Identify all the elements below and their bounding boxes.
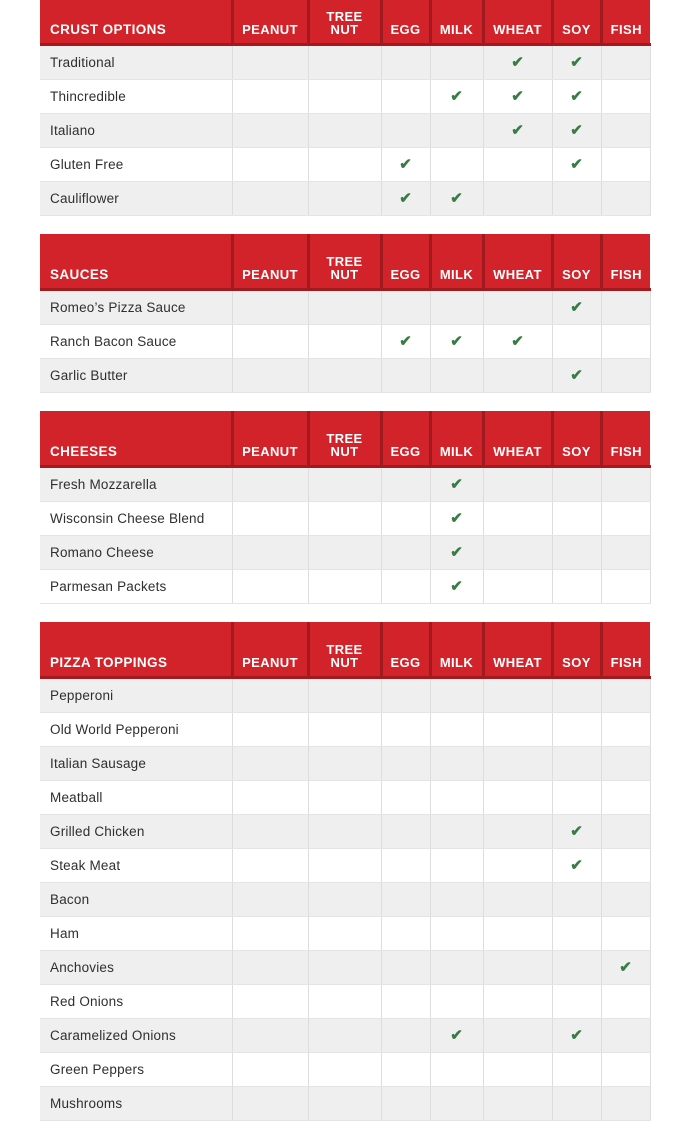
allergen-cell-tree-nut xyxy=(308,678,381,713)
check-icon: ✔ xyxy=(399,332,412,350)
allergen-cell-soy xyxy=(552,747,601,781)
allergen-cell-wheat xyxy=(483,45,552,80)
allergen-cell-wheat xyxy=(483,849,552,883)
allergen-cell-wheat xyxy=(483,359,552,393)
allergen-table-pizza-toppings xyxy=(40,622,651,1121)
allergen-cell-tree-nut xyxy=(308,849,381,883)
allergen-cell-tree-nut xyxy=(308,815,381,849)
table-title: CHEESES xyxy=(40,411,232,467)
allergen-cell-tree-nut xyxy=(308,570,381,604)
allergen-cell-fish xyxy=(601,1053,650,1087)
allergen-cell-milk xyxy=(430,815,483,849)
table-title: PIZZA TOPPINGS xyxy=(40,622,232,678)
allergen-cell-peanut xyxy=(232,1087,308,1121)
allergen-cell-soy xyxy=(552,536,601,570)
row-label: Meatball xyxy=(40,781,232,815)
allergen-cell-peanut xyxy=(232,1053,308,1087)
row-label: Caramelized Onions xyxy=(40,1019,232,1053)
table-row xyxy=(40,182,650,216)
allergen-cell-milk xyxy=(430,747,483,781)
allergen-cell-fish xyxy=(601,985,650,1019)
row-label: Steak Meat xyxy=(40,849,232,883)
table-row xyxy=(40,570,650,604)
check-icon: ✔ xyxy=(450,1026,463,1044)
allergen-cell-egg xyxy=(381,290,430,325)
allergen-cell-soy xyxy=(552,1087,601,1121)
row-label: Red Onions xyxy=(40,985,232,1019)
allergen-cell-wheat xyxy=(483,1053,552,1087)
column-header-fish: FISH xyxy=(601,0,650,45)
allergen-cell-peanut xyxy=(232,678,308,713)
table-row xyxy=(40,80,650,114)
table-row xyxy=(40,148,650,182)
allergen-cell-wheat xyxy=(483,148,552,182)
allergen-cell-tree-nut xyxy=(308,985,381,1019)
table-row xyxy=(40,849,650,883)
row-label: Traditional xyxy=(40,45,232,80)
allergen-cell-fish xyxy=(601,45,650,80)
row-label: Romeo’s Pizza Sauce xyxy=(40,290,232,325)
allergen-cell-soy xyxy=(552,467,601,502)
allergen-cell-milk xyxy=(430,45,483,80)
allergen-cell-milk xyxy=(430,359,483,393)
allergen-cell-milk xyxy=(430,570,483,604)
allergen-cell-milk xyxy=(430,781,483,815)
column-header-fish: FISH xyxy=(601,411,650,467)
allergen-cell-peanut xyxy=(232,148,308,182)
allergen-cell-peanut xyxy=(232,114,308,148)
allergen-cell-wheat xyxy=(483,781,552,815)
allergen-cell-egg xyxy=(381,114,430,148)
allergen-cell-tree-nut xyxy=(308,713,381,747)
allergen-cell-soy xyxy=(552,148,601,182)
allergen-cell-soy xyxy=(552,678,601,713)
allergen-cell-egg xyxy=(381,467,430,502)
column-header-peanut: PEANUT xyxy=(232,622,308,678)
allergen-cell-milk xyxy=(430,502,483,536)
table-title: CRUST OPTIONS xyxy=(40,0,232,45)
allergen-cell-fish xyxy=(601,781,650,815)
allergen-cell-soy xyxy=(552,570,601,604)
check-icon: ✔ xyxy=(511,121,524,139)
allergen-cell-wheat xyxy=(483,713,552,747)
row-label: Ham xyxy=(40,917,232,951)
allergen-cell-egg xyxy=(381,182,430,216)
allergen-cell-fish xyxy=(601,713,650,747)
allergen-table-crust-options xyxy=(40,0,651,216)
allergen-cell-wheat xyxy=(483,114,552,148)
table-row xyxy=(40,985,650,1019)
allergen-cell-milk xyxy=(430,467,483,502)
allergen-cell-peanut xyxy=(232,536,308,570)
allergen-cell-peanut xyxy=(232,570,308,604)
table-row xyxy=(40,114,650,148)
allergen-cell-wheat xyxy=(483,325,552,359)
allergen-cell-fish xyxy=(601,849,650,883)
column-header-wheat: WHEAT xyxy=(483,622,552,678)
column-header-milk: MILK xyxy=(430,622,483,678)
allergen-cell-wheat xyxy=(483,747,552,781)
allergen-cell-fish xyxy=(601,290,650,325)
allergen-cell-fish xyxy=(601,80,650,114)
allergen-cell-milk xyxy=(430,1019,483,1053)
allergen-cell-peanut xyxy=(232,467,308,502)
allergen-cell-tree-nut xyxy=(308,536,381,570)
allergen-cell-peanut xyxy=(232,747,308,781)
check-icon: ✔ xyxy=(511,332,524,350)
table-row xyxy=(40,781,650,815)
allergen-cell-fish xyxy=(601,570,650,604)
allergen-cell-egg xyxy=(381,148,430,182)
allergen-cell-egg xyxy=(381,985,430,1019)
check-icon: ✔ xyxy=(450,87,463,105)
column-header-egg: EGG xyxy=(381,411,430,467)
check-icon: ✔ xyxy=(511,53,524,71)
allergen-cell-egg xyxy=(381,815,430,849)
allergen-cell-egg xyxy=(381,951,430,985)
allergen-cell-soy xyxy=(552,781,601,815)
allergen-cell-peanut xyxy=(232,182,308,216)
allergen-cell-egg xyxy=(381,917,430,951)
allergen-cell-soy xyxy=(552,290,601,325)
check-icon: ✔ xyxy=(450,543,463,561)
row-label: Ranch Bacon Sauce xyxy=(40,325,232,359)
allergen-cell-soy xyxy=(552,1053,601,1087)
allergen-cell-fish xyxy=(601,502,650,536)
table-row xyxy=(40,883,650,917)
allergen-cell-egg xyxy=(381,359,430,393)
row-label: Cauliflower xyxy=(40,182,232,216)
check-icon: ✔ xyxy=(570,53,583,71)
allergen-cell-egg xyxy=(381,1019,430,1053)
table-row xyxy=(40,536,650,570)
check-icon: ✔ xyxy=(450,332,463,350)
allergen-cell-egg xyxy=(381,570,430,604)
allergen-cell-soy xyxy=(552,951,601,985)
allergen-cell-wheat xyxy=(483,1087,552,1121)
column-header-peanut: PEANUT xyxy=(232,234,308,290)
allergen-cell-fish xyxy=(601,815,650,849)
allergen-cell-milk xyxy=(430,325,483,359)
allergen-cell-tree-nut xyxy=(308,80,381,114)
allergen-cell-egg xyxy=(381,713,430,747)
check-icon: ✔ xyxy=(570,822,583,840)
check-icon: ✔ xyxy=(619,958,632,976)
table-row xyxy=(40,325,650,359)
allergen-cell-milk xyxy=(430,883,483,917)
allergen-cell-tree-nut xyxy=(308,148,381,182)
check-icon: ✔ xyxy=(570,87,583,105)
allergen-cell-fish xyxy=(601,747,650,781)
allergen-cell-milk xyxy=(430,148,483,182)
header-row xyxy=(40,622,650,678)
header-row xyxy=(40,234,650,290)
allergen-cell-egg xyxy=(381,80,430,114)
allergen-cell-egg xyxy=(381,883,430,917)
allergen-cell-milk xyxy=(430,80,483,114)
column-header-soy: SOY xyxy=(552,411,601,467)
allergen-table-sauces xyxy=(40,234,651,393)
column-header-milk: MILK xyxy=(430,0,483,45)
check-icon: ✔ xyxy=(570,1026,583,1044)
check-icon: ✔ xyxy=(511,87,524,105)
allergen-cell-wheat xyxy=(483,1019,552,1053)
allergen-cell-wheat xyxy=(483,985,552,1019)
allergen-cell-peanut xyxy=(232,1019,308,1053)
allergen-cell-fish xyxy=(601,951,650,985)
column-header-tree-nut: TREE NUT xyxy=(308,0,381,45)
allergen-cell-fish xyxy=(601,536,650,570)
allergen-cell-milk xyxy=(430,114,483,148)
tables-container xyxy=(40,0,650,1121)
allergen-cell-wheat xyxy=(483,502,552,536)
column-header-soy: SOY xyxy=(552,234,601,290)
allergen-cell-peanut xyxy=(232,45,308,80)
allergen-cell-egg xyxy=(381,325,430,359)
allergen-cell-egg xyxy=(381,502,430,536)
column-header-peanut: PEANUT xyxy=(232,411,308,467)
allergen-cell-wheat xyxy=(483,570,552,604)
allergen-cell-peanut xyxy=(232,502,308,536)
allergen-cell-fish xyxy=(601,359,650,393)
allergen-cell-soy xyxy=(552,114,601,148)
column-header-fish: FISH xyxy=(601,622,650,678)
table-row xyxy=(40,1053,650,1087)
allergen-cell-tree-nut xyxy=(308,883,381,917)
allergen-cell-egg xyxy=(381,1087,430,1121)
allergen-cell-fish xyxy=(601,325,650,359)
column-header-soy: SOY xyxy=(552,0,601,45)
allergen-cell-wheat xyxy=(483,536,552,570)
allergen-cell-tree-nut xyxy=(308,781,381,815)
allergen-cell-milk xyxy=(430,713,483,747)
allergen-cell-milk xyxy=(430,985,483,1019)
allergen-cell-tree-nut xyxy=(308,502,381,536)
row-label: Pepperoni xyxy=(40,678,232,713)
table-row xyxy=(40,290,650,325)
check-icon: ✔ xyxy=(570,856,583,874)
table-row xyxy=(40,815,650,849)
allergen-cell-egg xyxy=(381,849,430,883)
column-header-wheat: WHEAT xyxy=(483,411,552,467)
allergen-cell-tree-nut xyxy=(308,290,381,325)
allergen-cell-peanut xyxy=(232,883,308,917)
row-label: Parmesan Packets xyxy=(40,570,232,604)
row-label: Green Peppers xyxy=(40,1053,232,1087)
allergen-cell-egg xyxy=(381,678,430,713)
allergen-cell-soy xyxy=(552,325,601,359)
allergen-cell-peanut xyxy=(232,781,308,815)
column-header-egg: EGG xyxy=(381,622,430,678)
allergen-cell-milk xyxy=(430,1087,483,1121)
allergen-cell-fish xyxy=(601,467,650,502)
header-row xyxy=(40,0,650,45)
allergen-cell-tree-nut xyxy=(308,325,381,359)
table-row xyxy=(40,951,650,985)
allergen-cell-soy xyxy=(552,883,601,917)
allergen-cell-wheat xyxy=(483,917,552,951)
check-icon: ✔ xyxy=(570,121,583,139)
allergen-cell-tree-nut xyxy=(308,1053,381,1087)
allergen-table-cheeses xyxy=(40,411,651,604)
check-icon: ✔ xyxy=(450,509,463,527)
allergen-cell-tree-nut xyxy=(308,359,381,393)
allergen-cell-tree-nut xyxy=(308,114,381,148)
row-label: Thincredible xyxy=(40,80,232,114)
allergen-cell-wheat xyxy=(483,467,552,502)
column-header-fish: FISH xyxy=(601,234,650,290)
allergen-cell-egg xyxy=(381,747,430,781)
allergen-cell-tree-nut xyxy=(308,1087,381,1121)
check-icon: ✔ xyxy=(450,475,463,493)
row-label: Anchovies xyxy=(40,951,232,985)
row-label: Fresh Mozzarella xyxy=(40,467,232,502)
allergen-cell-peanut xyxy=(232,713,308,747)
row-label: Italiano xyxy=(40,114,232,148)
check-icon: ✔ xyxy=(450,577,463,595)
allergen-cell-milk xyxy=(430,1053,483,1087)
column-header-egg: EGG xyxy=(381,234,430,290)
allergen-cell-wheat xyxy=(483,815,552,849)
allergen-cell-tree-nut xyxy=(308,917,381,951)
allergen-cell-soy xyxy=(552,502,601,536)
allergen-cell-tree-nut xyxy=(308,45,381,80)
allergen-cell-wheat xyxy=(483,883,552,917)
allergen-cell-peanut xyxy=(232,290,308,325)
allergen-cell-soy xyxy=(552,917,601,951)
row-label: Old World Pepperoni xyxy=(40,713,232,747)
allergen-cell-peanut xyxy=(232,325,308,359)
allergen-cell-fish xyxy=(601,678,650,713)
table-row xyxy=(40,917,650,951)
allergen-cell-milk xyxy=(430,182,483,216)
allergen-cell-fish xyxy=(601,917,650,951)
row-label: Grilled Chicken xyxy=(40,815,232,849)
allergen-cell-wheat xyxy=(483,951,552,985)
table-row xyxy=(40,678,650,713)
allergen-cell-peanut xyxy=(232,849,308,883)
allergen-cell-soy xyxy=(552,713,601,747)
table-row xyxy=(40,747,650,781)
check-icon: ✔ xyxy=(399,155,412,173)
allergen-cell-soy xyxy=(552,359,601,393)
allergen-cell-peanut xyxy=(232,985,308,1019)
allergen-cell-fish xyxy=(601,182,650,216)
column-header-milk: MILK xyxy=(430,411,483,467)
allergen-cell-peanut xyxy=(232,815,308,849)
allergen-cell-soy xyxy=(552,182,601,216)
table-title: SAUCES xyxy=(40,234,232,290)
allergen-cell-tree-nut xyxy=(308,1019,381,1053)
column-header-tree-nut: TREE NUT xyxy=(308,234,381,290)
allergen-cell-tree-nut xyxy=(308,467,381,502)
column-header-egg: EGG xyxy=(381,0,430,45)
column-header-milk: MILK xyxy=(430,234,483,290)
allergen-cell-milk xyxy=(430,917,483,951)
allergen-cell-milk xyxy=(430,951,483,985)
table-row xyxy=(40,359,650,393)
allergen-cell-egg xyxy=(381,781,430,815)
column-header-tree-nut: TREE NUT xyxy=(308,411,381,467)
check-icon: ✔ xyxy=(570,298,583,316)
allergen-cell-peanut xyxy=(232,917,308,951)
table-row xyxy=(40,467,650,502)
row-label: Gluten Free xyxy=(40,148,232,182)
allergen-cell-soy xyxy=(552,849,601,883)
allergen-cell-wheat xyxy=(483,678,552,713)
allergen-cell-peanut xyxy=(232,951,308,985)
header-row xyxy=(40,411,650,467)
table-row xyxy=(40,45,650,80)
row-label: Romano Cheese xyxy=(40,536,232,570)
allergen-cell-fish xyxy=(601,1087,650,1121)
row-label: Bacon xyxy=(40,883,232,917)
row-label: Italian Sausage xyxy=(40,747,232,781)
allergen-cell-milk xyxy=(430,290,483,325)
row-label: Garlic Butter xyxy=(40,359,232,393)
allergen-cell-wheat xyxy=(483,290,552,325)
allergen-cell-milk xyxy=(430,849,483,883)
check-icon: ✔ xyxy=(399,189,412,207)
allergen-cell-tree-nut xyxy=(308,951,381,985)
allergen-cell-fish xyxy=(601,1019,650,1053)
check-icon: ✔ xyxy=(570,366,583,384)
allergen-cell-milk xyxy=(430,678,483,713)
allergen-cell-egg xyxy=(381,1053,430,1087)
column-header-peanut: PEANUT xyxy=(232,0,308,45)
column-header-soy: SOY xyxy=(552,622,601,678)
allergen-cell-peanut xyxy=(232,80,308,114)
allergen-cell-soy xyxy=(552,45,601,80)
table-row xyxy=(40,502,650,536)
allergen-cell-fish xyxy=(601,114,650,148)
allergen-cell-tree-nut xyxy=(308,182,381,216)
allergen-cell-milk xyxy=(430,536,483,570)
table-row xyxy=(40,1019,650,1053)
allergen-cell-egg xyxy=(381,536,430,570)
check-icon: ✔ xyxy=(450,189,463,207)
allergen-cell-fish xyxy=(601,148,650,182)
allergen-cell-fish xyxy=(601,883,650,917)
check-icon: ✔ xyxy=(570,155,583,173)
column-header-wheat: WHEAT xyxy=(483,0,552,45)
column-header-wheat: WHEAT xyxy=(483,234,552,290)
allergen-cell-tree-nut xyxy=(308,747,381,781)
table-row xyxy=(40,713,650,747)
column-header-tree-nut: TREE NUT xyxy=(308,622,381,678)
allergen-cell-soy xyxy=(552,985,601,1019)
allergen-cell-peanut xyxy=(232,359,308,393)
allergen-cell-wheat xyxy=(483,80,552,114)
allergen-cell-egg xyxy=(381,45,430,80)
table-row xyxy=(40,1087,650,1121)
row-label: Mushrooms xyxy=(40,1087,232,1121)
allergen-cell-soy xyxy=(552,815,601,849)
row-label: Wisconsin Cheese Blend xyxy=(40,502,232,536)
allergen-cell-wheat xyxy=(483,182,552,216)
allergen-cell-soy xyxy=(552,80,601,114)
allergen-cell-soy xyxy=(552,1019,601,1053)
